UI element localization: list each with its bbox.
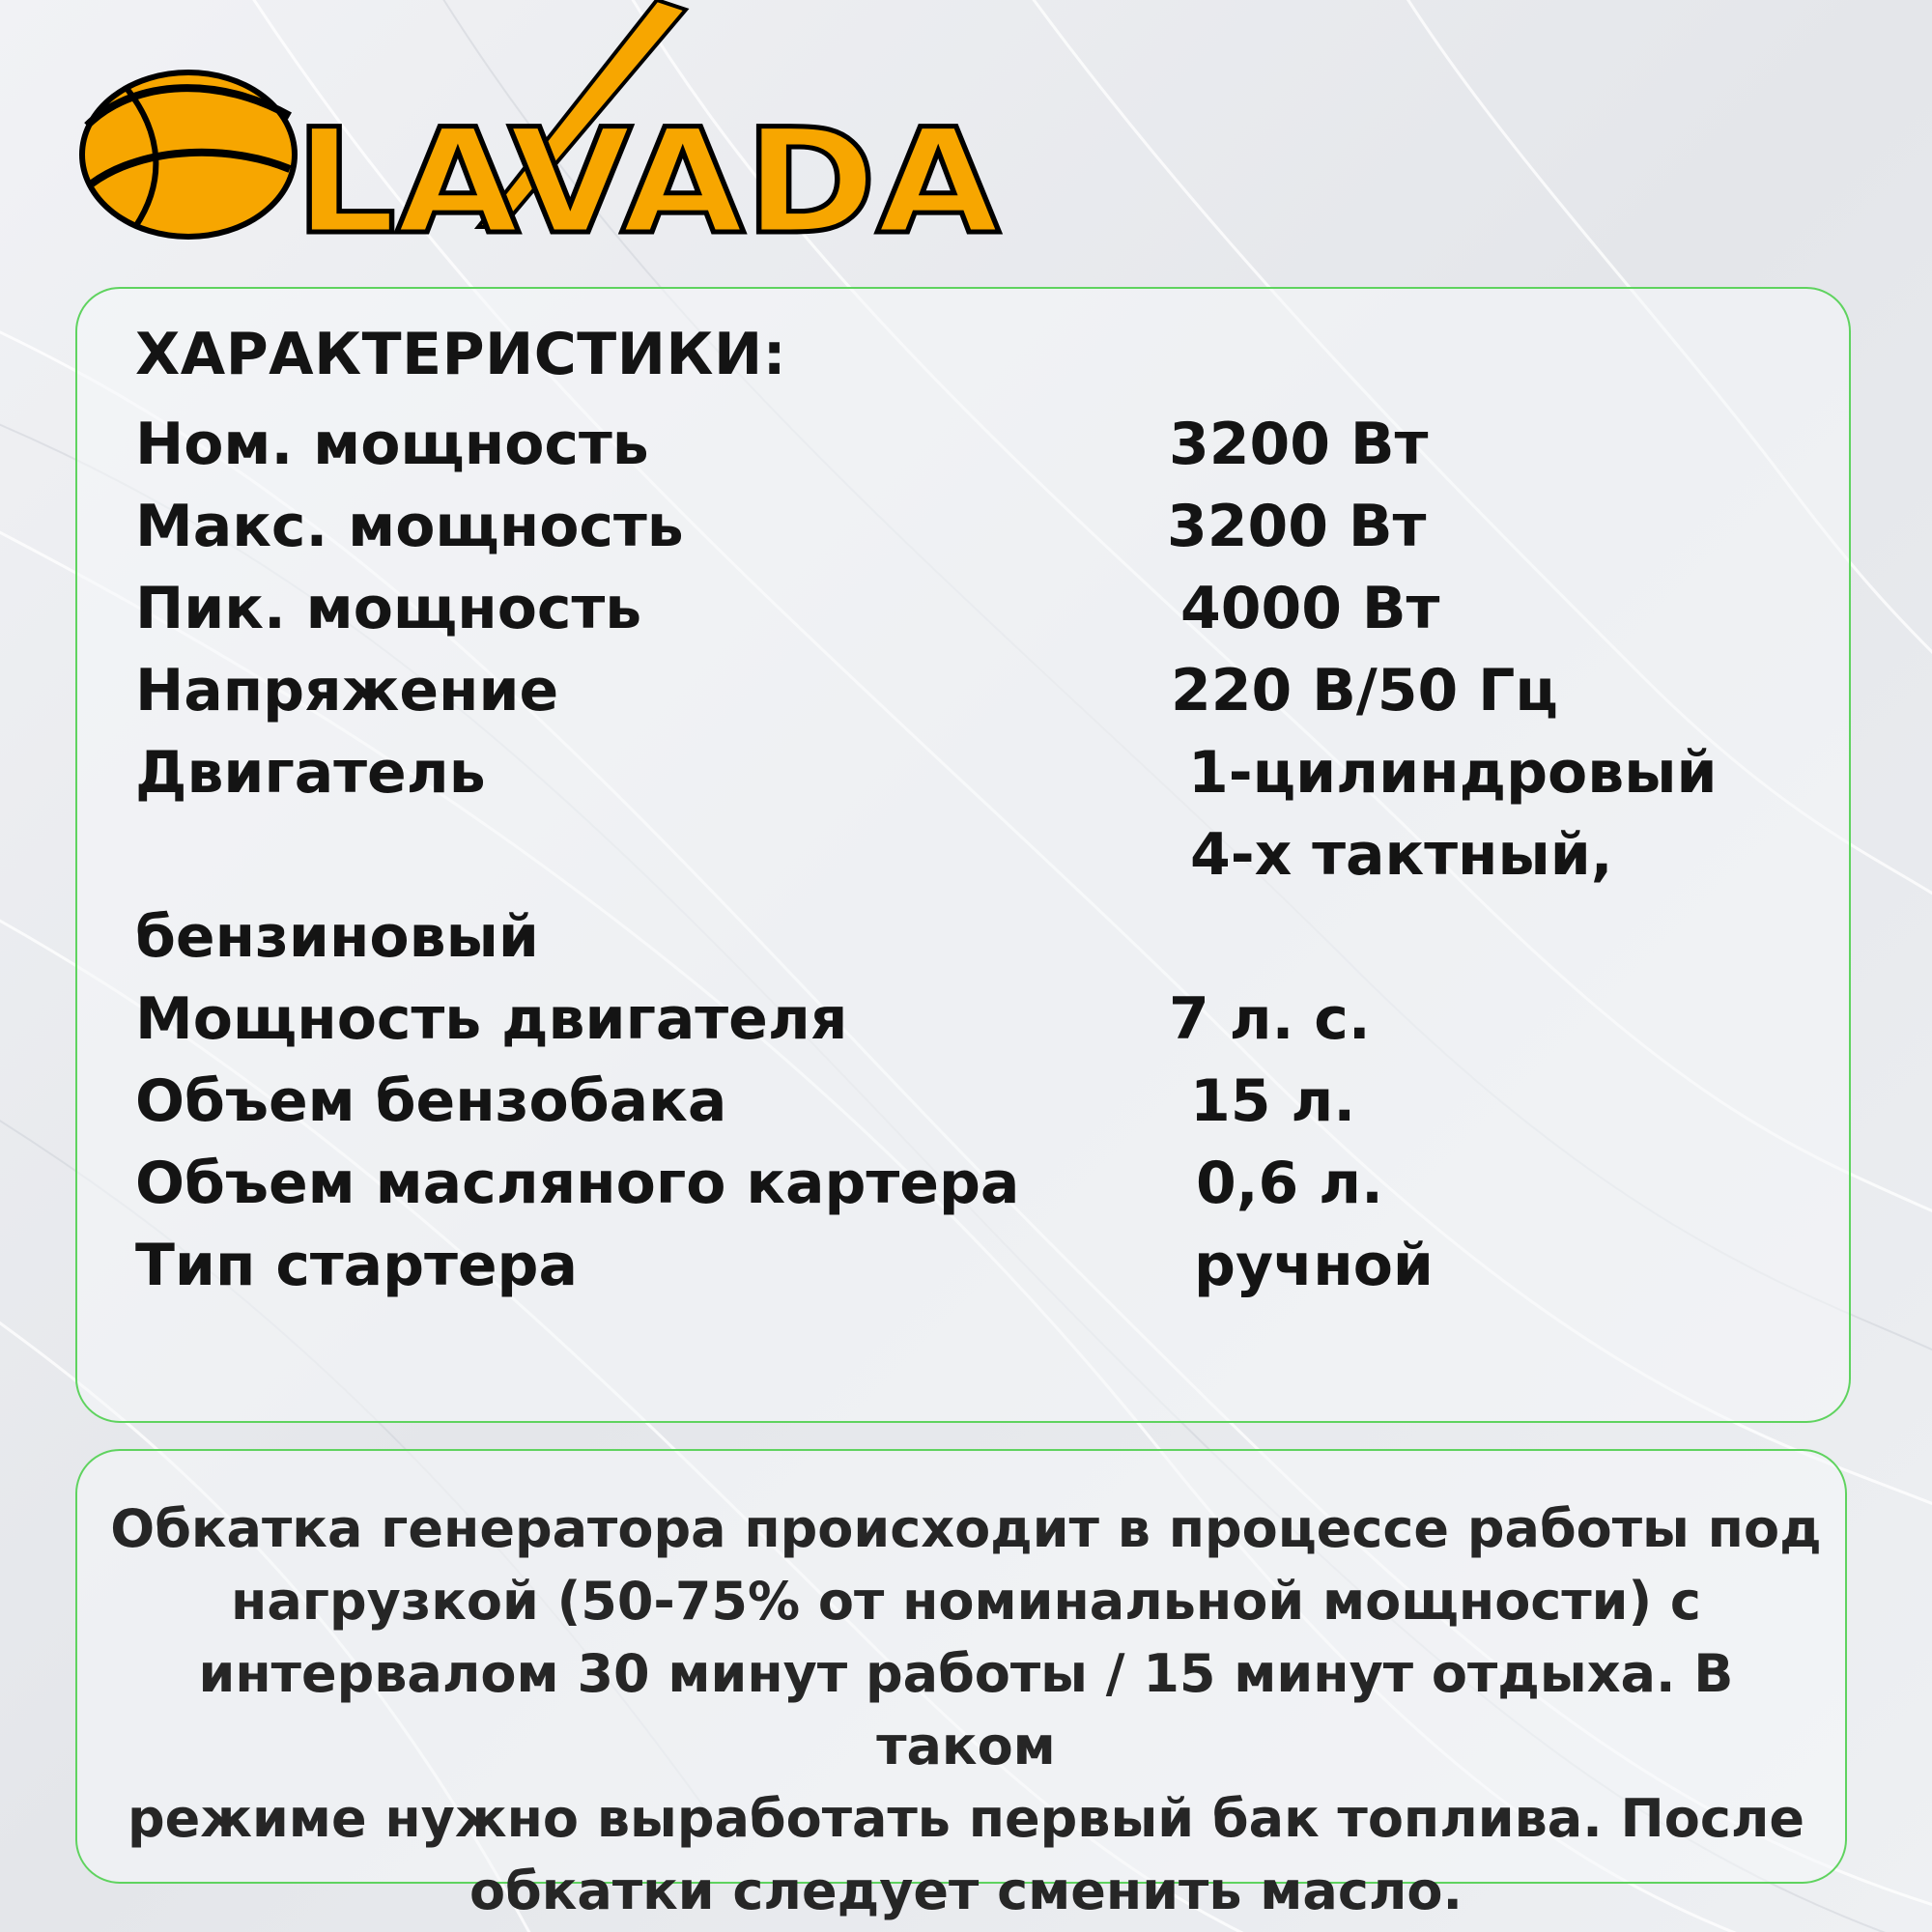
spec-value-engine-power: 7 л. с. [1169,985,1371,1053]
spec-value-rated-power: 3200 Вт [1169,411,1429,478]
note-line: интервалом 30 минут работы / 15 минут отдыха. В таком [198,1643,1734,1776]
spec-label-rated-power: Ном. мощность [135,411,649,478]
spec-label-max-power: Макс. мощность [135,493,684,560]
spec-label-starter-type: Тип стартера [135,1232,578,1299]
spec-label-peak-power: Пик. мощность [135,575,642,642]
logo-text: LAVADA [295,99,1000,261]
lavada-logo [68,0,1034,261]
note-line: режиме нужно выработать первый бак топлива. После [127,1788,1805,1849]
spec-value-engine-continuation: бензиновый [135,903,539,971]
spec-label-oil-capacity: Объем масляного картера [135,1150,1020,1217]
specs-title: ХАРАКТЕРИСТИКИ: [135,321,787,388]
spec-value-starter-type: ручной [1194,1232,1434,1299]
spec-label-voltage: Напряжение [135,657,559,724]
note-line: Обкатка генератора происходит в процессе работы под [110,1498,1822,1559]
spec-label-fuel-tank: Объем бензобака [135,1067,727,1135]
break-in-note [106,1492,1826,1927]
note-line: нагрузкой (50-75% от номинальной мощности) с [231,1571,1701,1632]
spec-label-engine-power: Мощность двигателя [135,985,848,1053]
spec-value-engine: 1-цилиндровый [1188,739,1718,807]
spec-value-oil-capacity: 0,6 л. [1196,1150,1383,1217]
spec-value-fuel-tank: 15 л. [1190,1067,1356,1135]
spec-label-engine: Двигатель [135,739,486,807]
spec-value-peak-power: 4000 Вт [1180,575,1440,642]
spec-value-max-power: 3200 Вт [1167,493,1427,560]
spec-value-voltage: 220 В/50 Гц [1171,657,1558,724]
note-line: обкатки следует сменить масло. [469,1861,1463,1921]
spec-value-engine-line2: 4-х тактный, [1190,821,1613,889]
